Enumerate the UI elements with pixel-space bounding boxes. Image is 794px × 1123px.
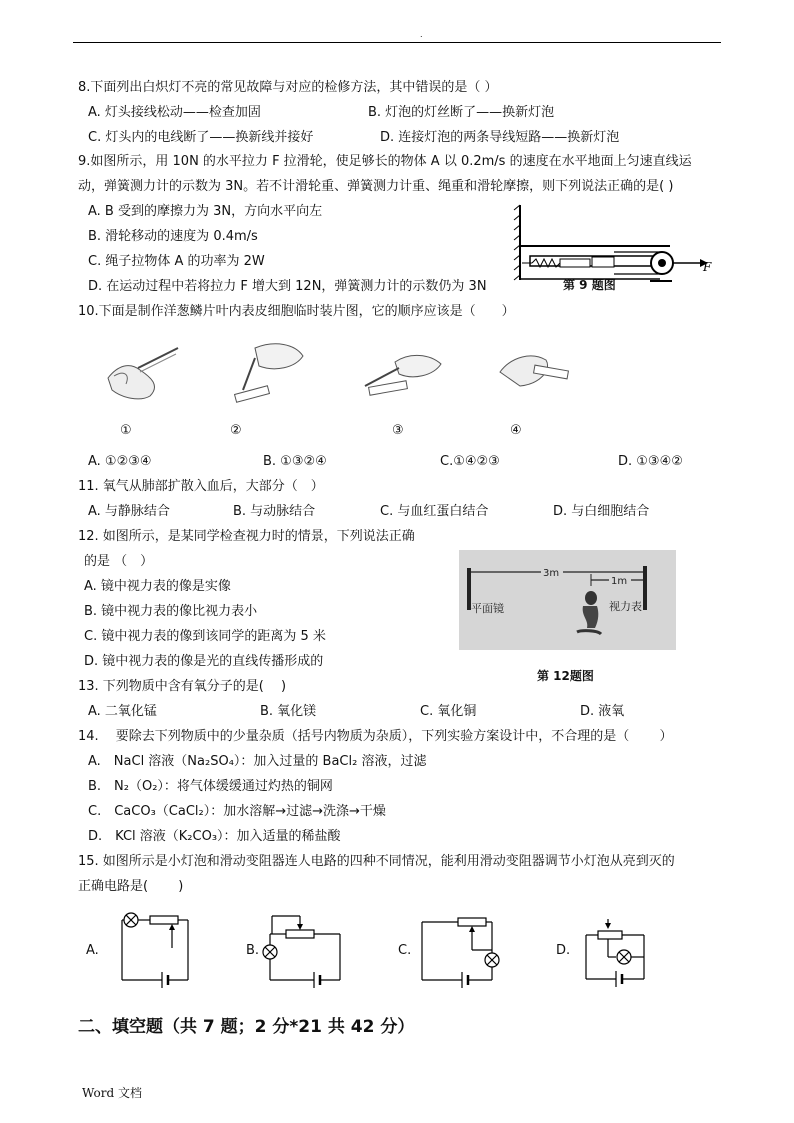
q10-stem: 10.下面是制作洋葱鳞片叶内表皮细胞临时装片图，它的顺序应该是（ ） [78,304,515,319]
q13-stem: 13. 下列物质中含有氧分子的是( ) [78,679,287,694]
q12-option-c: C. 镜中视力表的像到该同学的距离为 5 米 [84,629,326,644]
q12-option-a: A. 镜中视力表的像是实像 [84,579,231,594]
q14-option-b: B. N₂（O₂）：将气体缓缓通过灼热的铜网 [88,779,333,794]
q15-circuit-c [418,910,518,990]
q12-label-1m: 1m [611,576,628,587]
q9-figure-caption: 第 9 题图 [563,278,616,292]
q15-label-d: D. [556,943,571,958]
q12-label-3m: 3m [543,568,560,579]
header-rule [73,42,721,43]
q15-label-b: B. [246,943,260,958]
q15-stem-line2: 正确电路是( ) [78,879,184,894]
q9-option-d: D. 在运动过程中若将拉力 F 增大到 12N，弹簧测力计的示数仍为 3N [88,279,487,294]
q11-stem: 11. 氧气从肺部扩散入血后，大部分（ ） [78,479,324,494]
q11-option-d: D. 与白细胞结合 [553,504,650,519]
q10-step3-illustration [355,340,450,405]
q9-option-b: B. 滑轮移动的速度为 0.4m/s [88,229,258,244]
q10-option-a: A. ①②③④ [88,454,152,469]
q15-circuit-b [260,910,355,990]
q15-circuit-a [110,908,205,988]
q11-option-b: B. 与动脉结合 [233,504,316,519]
q12-label-mirror: 平面镜 [471,602,504,615]
q13-option-a: A. 二氧化锰 [88,704,157,719]
q15-label-c: C. [398,943,412,958]
q12-stem-line2: 的是 （ ） [84,554,154,569]
q13-option-d: D. 液氧 [580,704,625,719]
q10-step-label-3: ③ [392,423,404,438]
q13-option-b: B. 氧化镁 [260,704,317,719]
q15-circuit-d [578,915,673,990]
q8-option-a: A. 灯头接线松动——检查加固 [88,105,261,120]
q9-option-c: C. 绳子拉物体 A 的功率为 2W [88,254,265,269]
q12-label-chart: 视力表 [609,600,642,613]
q12-figure-caption: 第 12题图 [537,669,594,683]
q10-step1-illustration [100,340,185,405]
q12-eye-test-figure [459,550,676,650]
q15-label-a: A. [86,943,99,958]
q8-stem: 8.下面列出白炽灯不亮的常见故障与对应的检修方法，其中错误的是（ ） [78,80,498,95]
q9-stem-line1: 9.如图所示，用 10N 的水平拉力 F 拉滑轮，使足够长的物体 A 以 0.2m/s 的速度在水平地面上匀速直线运 [78,154,692,169]
q10-step-label-2: ② [230,423,242,438]
q10-step4-illustration [490,342,580,402]
q10-step-label-4: ④ [510,423,522,438]
q8-option-c: C. 灯头内的电线断了——换新线并接好 [88,130,314,145]
q13-option-c: C. 氧化铜 [420,704,477,719]
q8-option-d: D. 连接灯泡的两条导线短路——换新灯泡 [380,130,620,145]
section-2-title: 二、填空题（共 7 题；2 分*21 共 42 分） [78,1017,415,1037]
q14-stem: 14. 要除去下列物质中的少量杂质（括号内物质为杂质），下列实验方案设计中，不合理的是（ ） [78,729,673,744]
q15-stem-line1: 15. 如图所示是小灯泡和滑动变阻器连人电路的四种不同情况，能利用滑动变阻器调节小灯泡从亮到灭的 [78,854,675,869]
header-mark: . [420,30,423,39]
q9-force-label: F [703,260,712,274]
q14-option-c: C. CaCO₃（CaCl₂）：加水溶解→过滤→洗涤→干燥 [88,804,386,819]
q11-option-a: A. 与静脉结合 [88,504,170,519]
q10-option-c: C.①④②③ [440,454,500,469]
q9-option-a: A. B 受到的摩擦力为 3N，方向水平向左 [88,204,323,219]
q12-option-d: D. 镜中视力表的像是光的直线传播形成的 [84,654,324,669]
q10-step-label-1: ① [120,423,132,438]
q11-option-c: C. 与血红蛋白结合 [380,504,489,519]
q9-stem-line2: 动，弹簧测力计的示数为 3N。若不计滑轮重、弹簧测力计重、绳重和滑轮摩擦，则下列说法正确的是( ) [78,179,674,194]
q12-option-b: B. 镜中视力表的像比视力表小 [84,604,258,619]
q14-option-d: D. KCl 溶液（K₂CO₃）：加入适量的稀盐酸 [88,829,341,844]
footer-label: Word 文档 [82,1086,142,1100]
q8-option-b: B. 灯泡的灯丝断了——换新灯泡 [368,105,555,120]
q10-option-b: B. ①③②④ [263,454,327,469]
q10-step2-illustration [225,338,315,408]
q14-option-a: A. NaCl 溶液（Na₂SO₄）：加入过量的 BaCl₂ 溶液，过滤 [88,754,427,769]
q10-option-d: D. ①③④② [618,454,683,469]
q12-stem-line1: 12. 如图所示，是某同学检查视力时的情景，下列说法正确 [78,529,415,544]
